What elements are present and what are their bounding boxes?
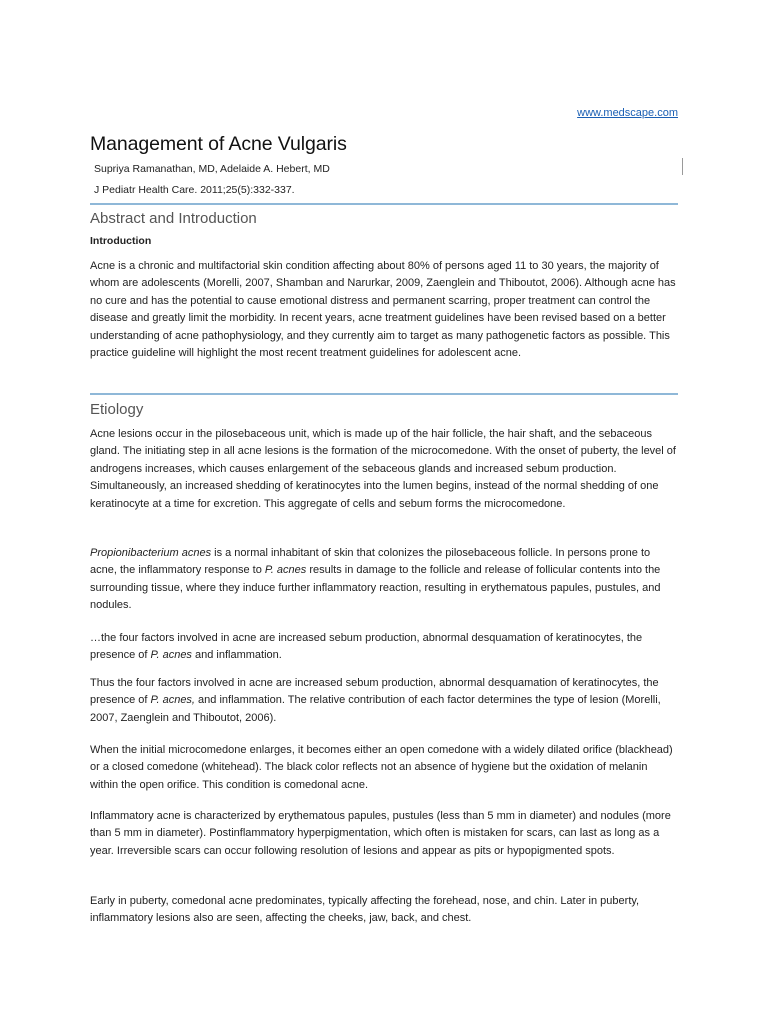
etiology-paragraph-6: Early in puberty, comedonal acne predominates, typically affecting the forehead, nose, and chin. Later in puberty, inflammatory lesions also are seen, affecting the cheeks, jaw, back, and chest. (90, 895, 640, 925)
pull-quote: …the four factors involved in acne are increased sebum production, abnormal desquamation of keratinocytes, the presence of P. acnes and inflammation. (90, 632, 643, 662)
introduction-subheading: Introduction (90, 235, 152, 247)
section-divider (90, 203, 678, 205)
abstract-heading: Abstract and Introduction (90, 210, 257, 227)
etiology-paragraph-3: Thus the four factors involved in acne are increased sebum production, abnormal desquamation of keratinocytes, the presence of P. acnes, and inflammation. The relative contribution of each factor determines the type of lesion (Morelli, 2007, Zaenglein and Thiboutot, 2006). (90, 677, 661, 724)
article-citation: J Pediatr Health Care. 2011;25(5):332-337. (94, 184, 295, 196)
bacterium-name: Propionibacterium acnes (90, 547, 212, 559)
article-title: Management of Acne Vulgaris (90, 133, 347, 155)
etiology-paragraph-1: Acne lesions occur in the pilosebaceous unit, which is made up of the hair follicle, the hair shaft, and the sebaceous gland. The initiating step in all acne lesions is the formation of the microcomedone. With the onset of puberty, the level of androgens increases, which causes enlargement of the sebaceous glands and increased sebum production. Simultaneously, an increased shedding of keratinocytes into the lumen begins, instead of the normal shedding of one keratinocyte at a time for excretion. This aggregate of cells and sebum forms the microcomedone. (90, 428, 676, 510)
edge-marker (682, 158, 683, 175)
etiology-paragraph-5: Inflammatory acne is characterized by erythematous papules, pustules (less than 5 mm in diameter) and nodules (more than 5 mm in diameter). Postinflammatory hyperpigmentation, which often is mistaken for scars, can last as long as a year. Irreversible scars can occur following resolution of lesions and appear as pits or hypopigmented spots. (90, 810, 671, 857)
etiology-paragraph-4: When the initial microcomedone enlarges, it becomes either an open comedone with a widely dilated orifice (blackhead) or a closed comedone (whitehead). The black color reflects not an absence of hygiene but the oxidation of melanin within the open orifice. This condition is comedonal acne. (90, 744, 673, 791)
section-divider (90, 393, 678, 395)
etiology-paragraph-2: Propionibacterium acnes is a normal inhabitant of skin that colonizes the pilosebaceous follicle. In persons prone to acne, the inflammatory response to P. acnes results in damage to the follicle and release of follicular contents into the surrounding tissue, where they induce further inflammatory reaction, resulting in erythematous papules, pustules, and nodules. (90, 547, 661, 612)
article-authors: Supriya Ramanathan, MD, Adelaide A. Hebert, MD (94, 163, 330, 175)
introduction-paragraph: Acne is a chronic and multifactorial skin condition affecting about 80% of persons aged 11 to 30 years, the majority of whom are adolescents (Morelli, 2007, Shamban and Narurkar, 2009, Zaenglein and Thiboutot, 2006). Although acne has no cure and has the potential to cause emotional distress and permanent scarring, proper treatment can control the disease and greatly limit the morbidity. In recent years, acne treatment guidelines have been revised based on a better understanding of acne pathophysiology, and they currently aim to target as many pathogenetic factors as possible. This practice guideline will highlight the most recent treatment guidelines for adolescent acne. (90, 260, 676, 360)
etiology-heading: Etiology (90, 401, 144, 418)
source-link[interactable]: www.medscape.com (577, 107, 678, 119)
